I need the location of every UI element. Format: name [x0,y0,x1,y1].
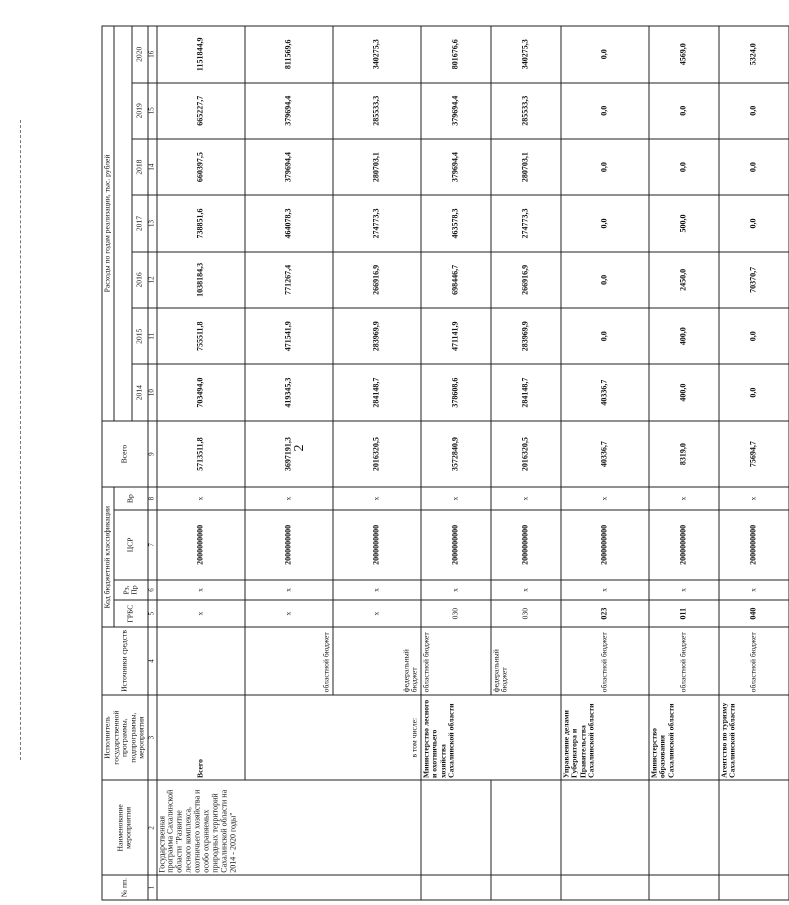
table-row-total [156,26,244,900]
year-value: 400,0 [648,364,718,420]
year-value: 378608,6 [420,364,490,420]
year-value: 0,0 [718,83,788,139]
year-value: 274773,3 [332,195,420,251]
year-value: 1038184,3 [156,252,244,308]
year-value: 2450,0 [648,252,718,308]
rzpr-cell: x [648,580,718,600]
year-value: 0,0 [718,364,788,420]
header-expenses: Расходы по годам реализации, тыс. рублей [102,26,114,421]
col-num: 10 [147,364,156,420]
year-value: 811569,6 [244,26,332,83]
col-num: 4 [147,627,156,695]
in-that-number: в том числе: [244,695,420,781]
year-value: 284148,7 [490,364,560,420]
name-cell [420,781,490,876]
year-value: 340275,3 [332,26,420,83]
year-value: 379694,4 [420,139,490,195]
row-num-cell [420,875,490,900]
source-cell: федеральный бюджет [332,627,420,695]
name-cell [718,781,788,876]
header-year: 2020 [131,26,147,83]
name-cell [560,781,648,876]
total-cell: 75694,7 [718,421,788,488]
header-vr: Вр [113,487,147,510]
grbs-cell: 011 [648,600,718,627]
csr-cell: 2000000000 [490,510,560,580]
year-value: 471141,9 [420,308,490,364]
col-num: 12 [147,252,156,308]
year-value: 5324,0 [718,26,788,83]
header-year: 2015 [131,308,147,364]
source-cell [156,627,244,695]
csr-cell: 2000000000 [332,510,420,580]
row-num-cell [560,875,648,900]
source-cell: областной бюджет [244,627,332,695]
year-value: 340275,3 [490,26,560,83]
source-cell: областной бюджет [718,627,788,695]
vr-cell: x [244,487,332,510]
program-name: Государственная программа Сахалинской области "Развитие лесного комплекса, охотничьего хозяйства и особо охраняемых природных территорий Сахалинской области на 2014 - 2020 годы" [156,781,420,876]
col-num: 6 [147,580,156,600]
row-num-cell [156,875,420,900]
year-value: 703494,0 [156,364,244,420]
vr-cell: x [648,487,718,510]
year-value: 0,0 [718,195,788,251]
col-num: 14 [147,139,156,195]
header-year: 2014 [131,364,147,420]
csr-cell: 2000000000 [718,510,788,580]
header-rzpr: Рз, Пр [113,580,147,600]
row-num-cell [718,875,788,900]
year-value: 0,0 [560,195,648,251]
col-num: 9 [147,421,156,488]
name-cell [490,781,560,876]
total-cell: 3572840,9 [420,421,490,488]
row-num-cell [490,875,560,900]
expenses-table-rotated [101,26,757,901]
col-num: 3 [147,695,156,781]
col-num: 5 [147,600,156,627]
margin-mark [20,120,22,760]
total-cell: 3697191,3 [244,421,332,488]
csr-cell: 2000000000 [560,510,648,580]
source-cell: областной бюджет [648,627,718,695]
year-value: 771267,4 [244,252,332,308]
year-value: 284148,7 [332,364,420,420]
year-value: 1151844,9 [156,26,244,83]
vr-cell: x [560,487,648,510]
year-value: 755511,8 [156,308,244,364]
executor-cell: Всего [156,695,244,781]
year-value: 0,0 [560,308,648,364]
name-cell [648,781,718,876]
grbs-cell: x [332,600,420,627]
year-value: 665227,7 [156,83,244,139]
year-value: 285533,3 [332,83,420,139]
rzpr-cell: x [420,580,490,600]
header-year: 2019 [131,83,147,139]
year-value: 70370,7 [718,252,788,308]
year-value: 400,0 [648,308,718,364]
expenses-table [101,26,789,901]
header-executor: Исполнитель государственной программы, подпрограммы, мероприятия [102,695,148,781]
source-cell: областной бюджет [420,627,490,695]
year-value: 379694,4 [244,139,332,195]
year-value: 0,0 [718,139,788,195]
rzpr-cell: x [156,580,244,600]
rzpr-cell: x [718,580,788,600]
year-value: 698446,7 [420,252,490,308]
table-row-forestry-regional [420,26,490,900]
year-value: 0,0 [560,139,648,195]
col-num: 7 [147,510,156,580]
col-num: 15 [147,83,156,139]
grbs-cell: x [244,600,332,627]
col-num: 8 [147,487,156,510]
header-budget-code: Код бюджетной классификации [102,487,114,627]
rzpr-cell: x [490,580,560,600]
year-value: 500,0 [648,195,718,251]
vr-cell: x [156,487,244,510]
year-value: 471541,9 [244,308,332,364]
header-sources: Источники средств [102,627,148,695]
total-cell: 2016320,5 [332,421,420,488]
total-cell: 5713511,8 [156,421,244,488]
year-value: 379694,4 [420,83,490,139]
col-num: 16 [147,26,156,83]
table-row-tourism [718,26,788,900]
grbs-cell: 030 [420,600,490,627]
col-num: 11 [147,308,156,364]
col-num: 2 [147,781,156,876]
year-value: 274773,3 [490,195,560,251]
grbs-cell: 030 [490,600,560,627]
year-value: 463578,3 [420,195,490,251]
page-number: 2 [292,444,307,452]
year-value: 0,0 [648,139,718,195]
header-year: 2016 [131,252,147,308]
header-year: 2018 [131,139,147,195]
csr-cell: 2000000000 [648,510,718,580]
csr-cell: 2000000000 [244,510,332,580]
csr-cell: 2000000000 [420,510,490,580]
year-value: 379694,4 [244,83,332,139]
year-value: 0,0 [560,83,648,139]
table-row-education [648,26,718,900]
year-value: 419345,3 [244,364,332,420]
grbs-cell: 023 [560,600,648,627]
year-value: 283969,9 [332,308,420,364]
year-value: 280703,1 [332,139,420,195]
col-num: 1 [147,875,156,900]
year-value: 280703,1 [490,139,560,195]
rzpr-cell: x [560,580,648,600]
year-value: 738851,6 [156,195,244,251]
year-value: 266916,9 [332,252,420,308]
header-row-1 [102,26,114,900]
header-year: 2017 [131,195,147,251]
vr-cell: x [332,487,420,510]
table-row-governor-office [560,26,648,900]
vr-cell: x [420,487,490,510]
executor-cell: Министерство образования Сахалинской области [648,695,718,781]
year-value: 40336,7 [560,364,648,420]
header-num: № пп. [102,875,148,900]
col-num: 13 [147,195,156,251]
year-value: 283969,9 [490,308,560,364]
source-cell: федеральный бюджет [490,627,560,695]
total-cell: 40336,7 [560,421,648,488]
source-cell: областной бюджет [560,627,648,695]
grbs-cell: x [156,600,244,627]
vr-cell: x [490,487,560,510]
column-number-row [147,26,156,900]
executor-cell: Агентство по туризму Сахалинской области [718,695,788,781]
csr-cell: 2000000000 [156,510,244,580]
year-value: 0,0 [560,252,648,308]
rzpr-cell: x [332,580,420,600]
row-num-cell [648,875,718,900]
year-value: 464078,3 [244,195,332,251]
year-value: 660397,5 [156,139,244,195]
total-cell: 2016320,5 [490,421,560,488]
header-spacer [113,26,131,421]
header-name: Наименование мероприятия [102,781,148,876]
year-value: 0,0 [560,26,648,83]
rzpr-cell: x [244,580,332,600]
executor-cell: Управление делами Губернатора и Правительства Сахалинской области [560,695,648,781]
table-row-regional [244,26,332,900]
header-csr: ЦСР [113,510,147,580]
header-total: Всего [102,421,148,488]
year-value: 0,0 [718,308,788,364]
year-value: 801676,6 [420,26,490,83]
year-value: 266916,9 [490,252,560,308]
year-value: 285533,3 [490,83,560,139]
header-grbs: ГРБС [113,600,147,627]
year-value: 0,0 [648,83,718,139]
grbs-cell: 040 [718,600,788,627]
executor-cell: Министерство лесного и охотничьего хозяйства Сахалинской области [420,695,560,781]
year-value: 4569,0 [648,26,718,83]
total-cell: 8319,0 [648,421,718,488]
vr-cell: x [718,487,788,510]
